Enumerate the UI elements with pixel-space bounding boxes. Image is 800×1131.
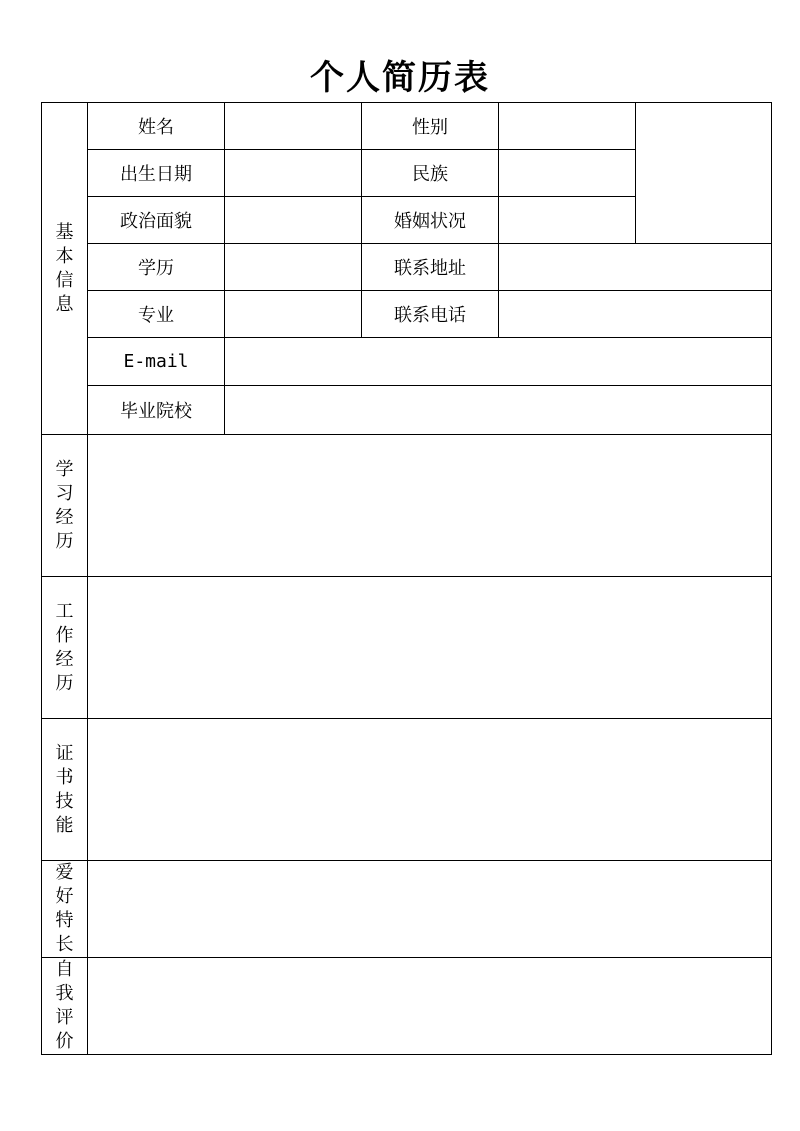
- hobbies-label: [42, 861, 88, 958]
- education-field[interactable]: [225, 244, 362, 291]
- major-field[interactable]: [225, 291, 362, 338]
- certs-char: 能: [55, 814, 74, 836]
- basic-info-section-label: [42, 103, 88, 435]
- ethnicity-label: 民族: [362, 150, 499, 197]
- certificates-skills-field[interactable]: [88, 719, 772, 861]
- certs-char: 书: [55, 766, 74, 788]
- school-field[interactable]: [225, 386, 772, 435]
- work-char: 经: [55, 648, 74, 670]
- birth-date-field[interactable]: [225, 150, 362, 197]
- study-experience-label: [42, 435, 88, 577]
- study-char: 经: [55, 506, 74, 528]
- gender-field[interactable]: [499, 103, 636, 150]
- basic-info-char: 信: [55, 269, 74, 291]
- name-field[interactable]: [225, 103, 362, 150]
- name-label: 姓名: [88, 103, 225, 150]
- study-experience-field[interactable]: [88, 435, 772, 577]
- certs-char: 技: [55, 790, 74, 812]
- certs-char: 证: [55, 742, 74, 764]
- basic-info-char: 本: [55, 245, 74, 267]
- work-experience-field[interactable]: [88, 577, 772, 719]
- self-eval-char: 自: [55, 959, 74, 980]
- school-label: 毕业院校: [88, 386, 225, 435]
- education-label: 学历: [88, 244, 225, 291]
- marital-status-field[interactable]: [499, 197, 636, 244]
- hobbies-char: 特: [55, 910, 74, 931]
- self-evaluation-field[interactable]: [88, 958, 772, 1055]
- study-char: 学: [55, 458, 74, 480]
- phone-field[interactable]: [499, 291, 772, 338]
- hobbies-char: 长: [55, 934, 74, 955]
- work-experience-label: [42, 577, 88, 719]
- email-field[interactable]: [225, 338, 772, 386]
- work-char: 作: [55, 624, 74, 646]
- study-char: 习: [55, 482, 74, 504]
- basic-info-char: 息: [55, 293, 74, 315]
- gender-label: 性别: [362, 103, 499, 150]
- address-field[interactable]: [499, 244, 772, 291]
- marital-status-label: 婚姻状况: [362, 197, 499, 244]
- political-status-label: 政治面貌: [88, 197, 225, 244]
- self-eval-char: 价: [55, 1031, 74, 1052]
- study-char: 历: [55, 530, 74, 552]
- email-label: E-mail: [88, 338, 225, 386]
- phone-label: 联系电话: [362, 291, 499, 338]
- page-title: 个人简历表: [310, 58, 490, 98]
- birth-date-label: 出生日期: [88, 150, 225, 197]
- photo-box[interactable]: [636, 103, 772, 244]
- ethnicity-field[interactable]: [499, 150, 636, 197]
- address-label: 联系地址: [362, 244, 499, 291]
- self-eval-char: 评: [55, 1007, 74, 1028]
- work-char: 历: [55, 672, 74, 694]
- self-eval-char: 我: [55, 983, 74, 1004]
- self-evaluation-label: [42, 958, 88, 1055]
- hobbies-field[interactable]: [88, 861, 772, 958]
- work-char: 工: [55, 600, 74, 622]
- hobbies-char: 好: [55, 886, 74, 907]
- major-label: 专业: [88, 291, 225, 338]
- political-status-field[interactable]: [225, 197, 362, 244]
- resume-table: [41, 102, 772, 1055]
- hobbies-char: 爱: [55, 862, 74, 883]
- certificates-skills-label: [42, 719, 88, 861]
- basic-info-char: 基: [55, 221, 74, 243]
